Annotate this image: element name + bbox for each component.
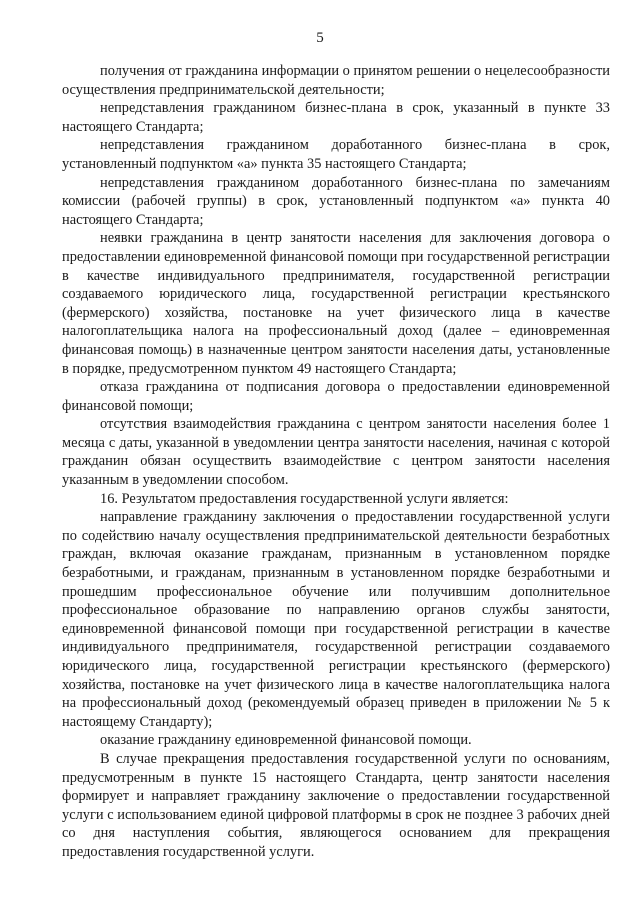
paragraph-4: непредставления гражданином доработанного бизнес-плана по замечаниям комиссии (рабочей группы) в срок, установленный подпунктом «а» пункта 40 настоящего Стандарта; [62,174,610,228]
document-body [62,62,610,862]
paragraph-6: отказа гражданина от подписания договора о предоставлении единовременной финансовой помощи; [62,379,610,414]
section-16-heading: 16. Результатом предоставления государственной услуги является: [100,490,509,507]
page-number: 5 [316,30,324,46]
paragraph-11: В случае прекращения предоставления государственной услуги по основаниям, предусмотренным в пункте 15 настоящего Стандарта, центр занятости населения формирует и направляет гражданину заключение о предоставлении государственной услуги с использованием единой цифровой платформы в срок не позднее 3 рабочих дней со дня наступления события, являющегося основанием для прекращения предоставления государственной услуги. [62,750,610,860]
paragraph-7: отсутствия взаимодействия гражданина с центром занятости населения более 1 месяца с даты, указанной в уведомлении центра занятости населения, начиная с которой гражданин обязан осуществить взаимодействие с центром занятости населения указанным в уведомлении способом. [62,416,610,489]
paragraph-2: непредставления гражданином бизнес-плана в срок, указанный в пункте 33 настоящего Стандарта; [62,100,610,135]
paragraph-9: направление гражданину заключения о предоставлении государственной услуги по содействию началу осуществления предпринимательской деятельности безработных граждан, включая оказание гражданам, признанным в установленном порядке безработными, и гражданам, признанным в установленном порядке безработными и прошедшим профессиональное обучение или получившим дополнительное профессиональное образование по направлению органов службы занятости, единовременной финансовой помощи при государственной регистрации в качестве индивидуального предпринимателя, государственной регистрации создаваемого юридического лица, государственной регистрации крестьянского (фермерского) хозяйства, постановке на учет физического лица в качестве налогоплательщика налога на профессиональный доход (рекомендуемый образец приведен в приложении № 5 к настоящему Стандарту); [62,509,610,730]
paragraph-5: неявки гражданина в центр занятости населения для заключения договора о предоставлении единовременной финансовой помощи при государственной регистрации в качестве индивидуального предпринимателя, государственной регистрации создаваемого юридического лица, государственной регистрации крестьянского (фермерского) хозяйства, постановке на учет физического лица в качестве налогоплательщика налога на профессиональный доход (далее – единовременная финансовая помощь) в назначенные центром занятости населения даты, установленные в порядке, предусмотренном пунктом 49 настоящего Стандарта; [62,230,610,377]
paragraph-3: непредставления гражданином доработанного бизнес-плана в срок, установленный подпунктом «а» пункта 35 настоящего Стандарта; [62,137,610,172]
paragraph-1: получения от гражданина информации о принятом решении о нецелесообразности осуществления предпринимательской деятельности; [62,63,610,98]
paragraph-10: оказание гражданину единовременной финансовой помощи. [100,732,472,749]
